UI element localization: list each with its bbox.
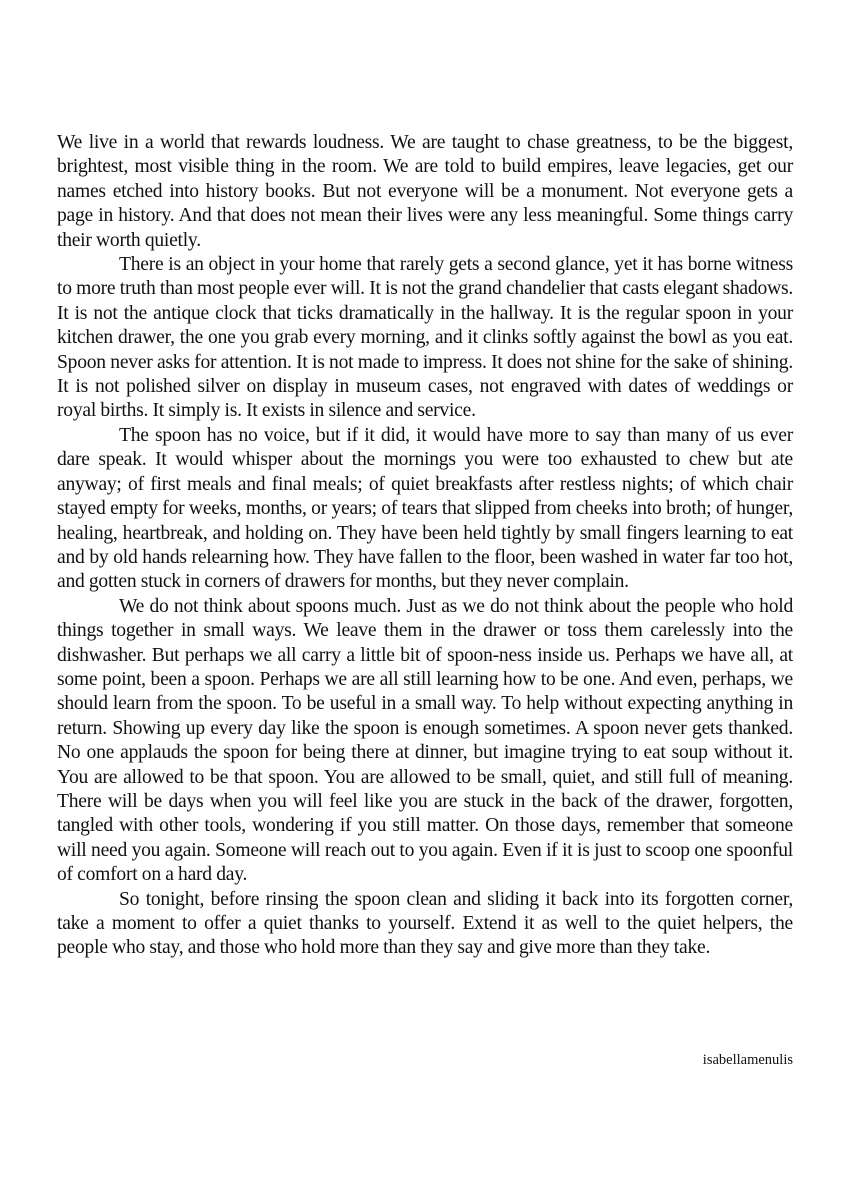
author-signature: isabellamenulis [702, 1052, 793, 1068]
paragraph-5: So tonight, before rinsing the spoon clean and sliding it back into its forgotten corner, take a moment to offer a quiet thanks to yourself. Extend it as well to the quiet helpers, the people who stay, and those who hold more than they say and give more than they take. [57, 888, 793, 959]
paragraph-2: There is an object in your home that rarely gets a second glance, yet it has borne witness to more truth than most people ever will. It is not the grand chandelier that casts elegant shadows. It is not the antique clock that ticks dramatically in the hallway. It is the regular spoon in your kitchen drawer, the one you grab every morning, and it clinks softly against the bowl as you eat. Spoon never asks for attention. It is not made to impress. It does not shine for the sake of shining. It is not polished silver on display in museum cases, not engraved with dates of weddings or royal births. It simply is. It exists in silence and service. [57, 254, 793, 422]
essay-body [57, 131, 793, 961]
paragraph-4: We do not think about spoons much. Just as we do not think about the people who hold things together in small ways. We leave them in the drawer or toss them carelessly into the dishwasher. But perhaps we all carry a little bit of spoon-ness inside us. Perhaps we have all, at some point, been a spoon. Perhaps we are all still learning how to be one. And even, perhaps, we should learn from the spoon. To be useful in a small way. To help without expecting anything in return. Showing up every day like the spoon is enough sometimes. A spoon never gets thanked. No one applauds the spoon for being there at dinner, but imagine trying to eat soup without it. You are allowed to be that spoon. You are allowed to be small, quiet, and still full of meaning. There will be days when you will feel like you are stuck in the back of the drawer, forgotten, tangled with other tools, wondering if you still matter. On those days, remember that someone will need you again. Someone will reach out to you again. Even if it is just to scoop one spoonful of comfort on a hard day. [57, 595, 793, 886]
paragraph-3: The spoon has no voice, but if it did, it would have more to say than many of us ever dare speak. It would whisper about the mornings you were too exhausted to chew but ate anyway; of first meals and final meals; of quiet breakfasts after restless nights; of which chair stayed empty for weeks, months, or years; of tears that slipped from cheeks into broth; of hunger, healing, heartbreak, and holding on. They have been held tightly by small fingers learning to eat and by old hands relearning how. They have fallen to the floor, been washed in water far too hot, and gotten stuck in corners of drawers for months, but they never complain. [57, 424, 793, 593]
paragraph-1: We live in a world that rewards loudness. We are taught to chase greatness, to be the biggest, brightest, most visible thing in the room. We are told to build empires, leave legacies, get our names etched into history books. But not everyone will be a monument. Not everyone gets a page in history. And that does not mean their lives were any less meaningful. Some things carry their worth quietly. [57, 132, 793, 251]
